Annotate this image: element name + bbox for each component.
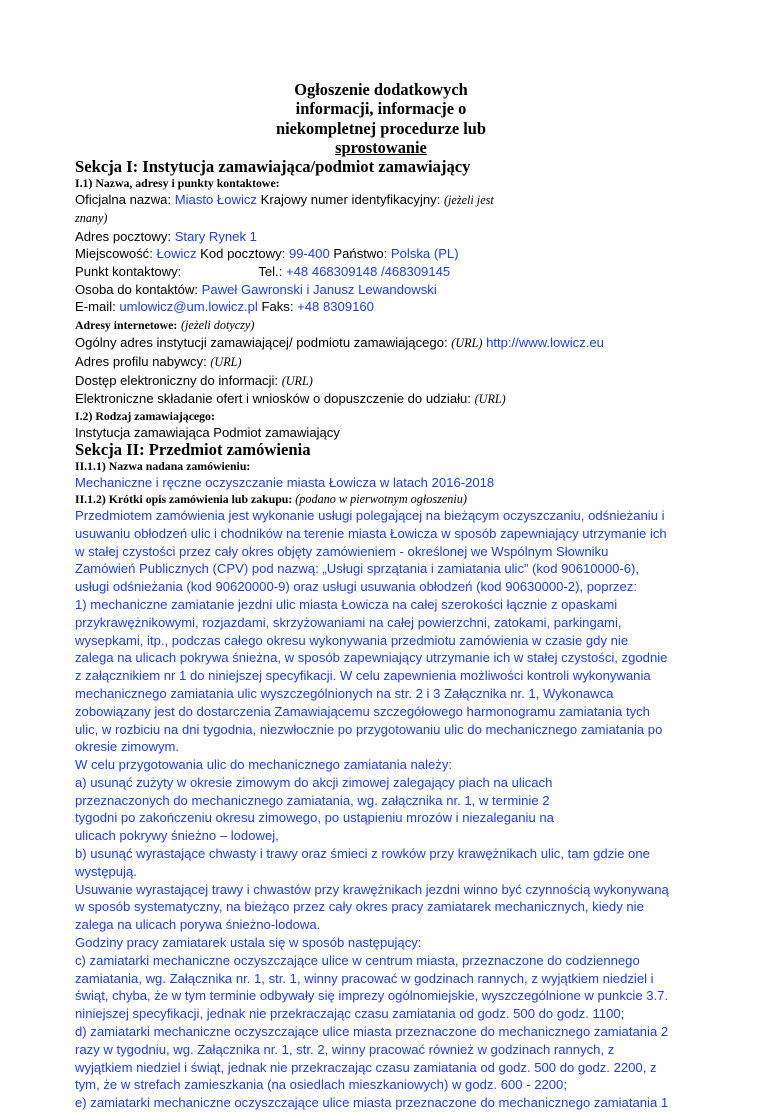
description-line: W celu przygotowania ulic do mechanicznego zamiatania należy: [75,757,453,773]
title-line-4: sprostowanie [335,138,427,158]
description-body [75,507,687,1112]
description-line: tygodni po zakończeniu okresu zimowego, po ustąpieniu mrozów i niezaleganiu na [75,810,554,826]
city-label: Miejscowość: [75,246,153,262]
description-line: 1) mechaniczne zamiatanie jezdni ulic miasta Łowicza na całej szerokości łącznie z opaskami [75,596,618,612]
url-tag: (URL) [451,336,483,351]
tel-value: +48 468309148 /468309145 [285,264,451,279]
section-1-subheading-names: I.1) Nazwa, adresy i punkty kontaktowe: [75,175,280,190]
description-line: w stałej czystości przez cały okres objęty zamówieniem - określonej we Wspólnym Słowniku [75,543,609,559]
description-line: okresie zimowym. [75,739,180,755]
description-line: zobowiązany jest do dostarczenia Zamawiającemu szczegółowego harmonogramu zamiatania tych [75,703,650,719]
city-value: Łowicz [156,246,197,262]
description-line: zalega na ulicach porywa śnieżno-lodowa. [75,917,321,933]
description-line: c) zamiatarki mechaniczne oczyszczające ulice w centrum miasta, przeznaczone do codziennego [75,952,640,968]
description-line: zalega na ulicach pokrywa śnieżna, w sposób zapewniający utrzymanie ich w stałej czystości, zgodnie [75,650,668,666]
description-line: b) usunąć wyrastające chwasty i trawy oraz śmieci z rowków przy krawężnikach ulic, tam gdzie one [75,846,650,862]
url-tag: (URL) [474,392,506,407]
official-name-label: Oficjalna nazwa: [75,191,172,207]
description-line: Godziny pracy zamiatarek ustala się w sposób następujący: [75,935,422,951]
section-1-heading: Sekcja I: Instytucja zamawiająca/podmiot zamawiający [75,156,471,176]
description-line: tym, że w strefach zamieszkania (na osiedlach mieszkaniowych) w godz. 600 - 2200; [75,1077,567,1093]
description-line: Zamówień Publicznych (CPV) pod nazwą: „Usługi sprzątania i zamiatania ulic” (kod 90610000-6), [75,561,640,577]
e-access-row [75,372,687,391]
description-line: w sposób systematyczny, na bieżąco przez cały okres pracy zamiatarek mechanicznych, kiedy nie [75,899,644,915]
description-line: Przedmiotem zamówienia jest wykonanie usługi polegającej na bieżącym oczyszczaniu, odśnieżaniu i [75,507,665,523]
description-line: d) zamiatarki mechaniczne oczyszczające ulice miasta przeznaczone do mechanicznego zamiatania 2 [75,1024,669,1040]
national-id-label: Krajowy numer identyfikacyjny: [260,191,441,207]
e-submission-row [75,390,687,409]
authority-type-row [75,424,687,442]
description-heading: II.1.2) Krótki opis zamówienia lub zakupu: [75,491,293,506]
internet-note: (jeżeli dotyczy) [180,317,255,332]
section-2-heading: Sekcja II: Przedmiot zamówienia [75,440,311,460]
description-line: razy w tygodniu, wg. Załącznika nr. 1, str. 2, winny pracować również w godzinach rannych, z [75,1041,615,1057]
official-name-value: Miasto Łowicz [174,191,257,207]
postal-label: Adres pocztowy: [75,228,172,244]
national-id-note: (jeżeli jest [443,192,494,207]
national-id-note-row [75,209,687,228]
postal-value: Stary Rynek 1 [174,228,257,244]
description-line: świąt, chyba, że w tym terminie odbywały się imprezy ogólnomiejskie, wyszczególnione w punkcie 3.7. [75,988,669,1004]
general-address-label: Ogólny adres instytucji zamawiającej/ podmiotu zamawiającego: [75,335,448,351]
contract-name: Mechaniczne i ręczne oczyszczanie miasta Łowicza w latach 2016-2018 [75,475,495,491]
document-title [75,80,687,158]
description-line: przykrawężnikowymi, rozjazdami, skrzyżowaniami na całej powierzchni, zatokami, parkingami, [75,614,622,630]
tel-label: Tel.: [258,264,283,279]
official-name-row [75,191,687,210]
description-note: (podano w pierwotnym ogłoszeniu) [295,491,467,506]
postcode-label: Kod pocztowy: [200,246,286,262]
buyer-profile-row [75,353,687,372]
contact-row [75,263,687,281]
e-submission-label: Elektroniczne składanie ofert i wniosków o dopuszczenie do udziału: [75,391,471,407]
description-line: ulicach pokrywy śnieżno – lodowej, [75,828,279,844]
title-line-2: informacji, informacje o [295,99,467,119]
contact-label: Punkt kontaktowy: [75,264,182,279]
description-line: niniejszej specyfikacji, jednak nie przekraczając czasu zamiatania od godz. 500 do godz. 1100; [75,1006,625,1022]
authority-type-value: Instytucja zamawiająca Podmiot zamawiający [75,424,340,440]
buyer-profile-label: Adres profilu nabywcy: [75,353,207,369]
description-line: występują. [75,863,137,879]
contact-persons-row [75,281,687,299]
description-line: wysepkami, itp., podczas całego okresu wykonywania przedmiotu zamówienia w czasie gdy nie [75,632,629,648]
title-line-1: Ogłoszenie dodatkowych [294,80,468,99]
general-address-row [75,334,687,353]
fax-value: +48 8309160 [297,299,374,315]
url-tag: (URL) [281,373,313,388]
description-line: zamiatania, wg. Załącznika nr. 1, str. 1, winny pracować w godzinach rannych, z wyjątkiem niedziel i [75,970,654,986]
fax-label: Faks: [261,299,294,315]
e-access-label: Dostęp elektroniczny do informacji: [75,372,279,388]
description-line: mechanicznego zamiatania ulic wyszczególnionych na str. 2 i 3 Załącznika nr. 1, Wykonawca [75,685,614,701]
general-address-link[interactable]: http://www.lowicz.eu [486,335,604,351]
email-label: E-mail: [75,299,116,315]
country-value: Polska (PL) [390,246,459,262]
internet-heading: Adresy internetowe: [75,317,178,332]
national-id-note-cont: znany) [75,211,108,226]
description-line: przeznaczonych do mechanicznego zamiatania, wg. załącznika nr. 1, w terminie 2 [75,792,550,808]
section-2-subheading-name: II.1.1) Nazwa nadana zamówieniu: [75,459,251,474]
internet-heading-row [75,316,687,335]
description-line: wyjątkiem niedziel i świąt, jednak nie przekraczając czasu zamiatania od godz. 500 do godz. 2200, z [75,1059,657,1075]
description-line: ulic, w rozbiciu na dni tygodnia, niezwłocznie po przygotowaniu ulic do mechanicznego zamiatania po [75,721,663,737]
url-tag: (URL) [210,354,242,369]
document-content [75,80,687,1112]
email-row [75,298,687,316]
section-2-subheading-description [75,492,687,507]
description-line: Usuwanie wyrastającej trawy i chwastów przy krawężnikach jezdni winno być czynnością wykonywaną [75,881,669,897]
persons-label: Osoba do kontaktów: [75,281,199,297]
description-line: usługi odśnieżania (kod 90620000-9) oraz usługi usuwania obłodzeń (kod 90630000-2), poprzez: [75,579,637,595]
postal-address-row [75,228,687,246]
title-line-3: niekompletnej procedurze lub [275,118,487,138]
description-line: usuwaniu obłodzeń ulic i chodników na terenie miasta Łowicza w sposób zapewniający utrzymanie ich [75,525,667,541]
city-row [75,245,687,263]
description-line: a) usunąć zużyty w okresie zimowym do akcji zimowej zalegający piach na ulicach [75,774,553,790]
description-line: z załącznikiem nr 1 do niniejszej specyfikacji. W celu zapewnienia możliwości kontroli wykonywania [75,668,651,684]
description-line: e) zamiatarki mechaniczne oczyszczające ulice miasta przeznaczone do mechanicznego zamiatania 1 [75,1095,669,1111]
postcode-value: 99-400 [288,246,330,262]
section-1-subheading-type: I.2) Rodzaj zamawiającego: [75,408,215,423]
country-label: Państwo: [333,246,388,262]
persons-value: Paweł Gawronski i Janusz Lewandowski [201,281,437,297]
email-link[interactable]: umlowicz@um.lowicz.pl [119,299,258,315]
